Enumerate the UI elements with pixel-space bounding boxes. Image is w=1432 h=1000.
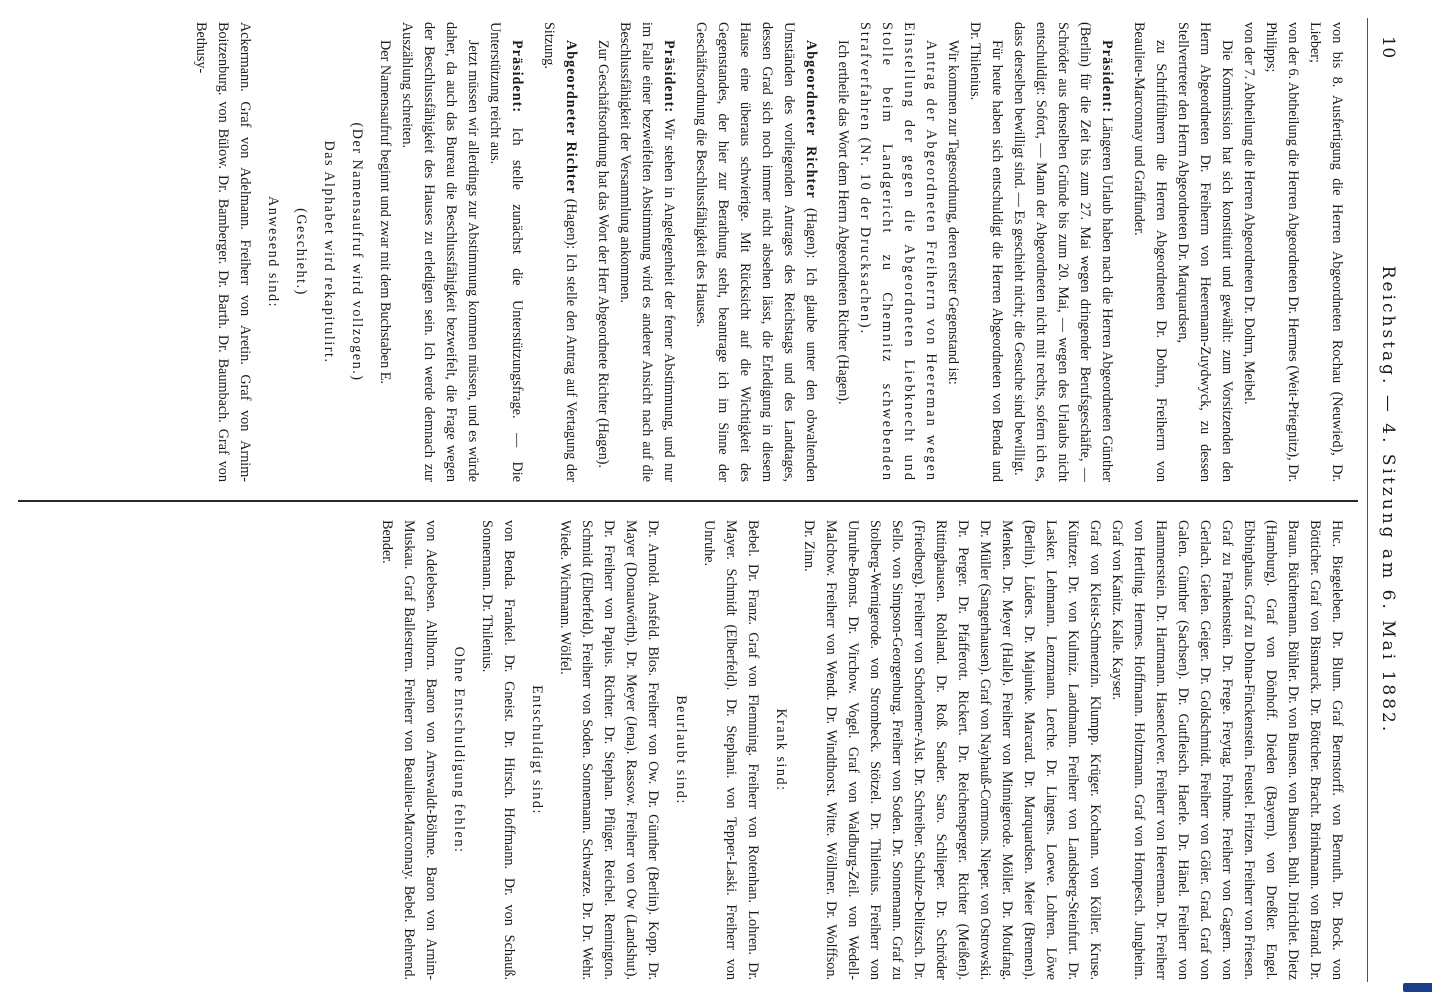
paragraph-text: (Hagen): Ich glaube unter den obwaltenden Umständen des vorliegenden Antrages des Reichstags und des Landtages, dessen Grad sich noch immer nicht absehen lässt, die Erledigung in diesem Hause eine überaus schwierige. Mit Rücksicht auf die Wichtigkeit des Gegenstandes, der hier zur Berathung steht, beantrage ich im Sinne der Geschäftsordnung die Beschlussfähigkeit des Hauses. <box>693 22 819 482</box>
paragraph-text: Beurlaubt sind: <box>673 695 689 805</box>
page-number: 10 <box>1378 36 1398 59</box>
paragraph-text: Antrag der Abgeordneten Freiherrn von Heereman wegen Einstellung der gegen die Abgeordneten Liebknecht und Stolle beim Landgericht zu Chemnitz schwebenden Strafverfahren (Nr. 10 der Drucksachen). <box>857 22 939 482</box>
paragraph <box>690 22 822 482</box>
paragraph-text: Anwesend sind: <box>265 195 281 309</box>
section-heading <box>670 520 692 980</box>
paragraph-text: Wir stehen in Angelegenheit der ferner Abstimmung, und nur im Falle einer bezweifelten Abstimmung wird es anderer Ansicht nach auf die Beschlussfähigkeit der Versammlung ankommen. <box>617 22 677 483</box>
right-column <box>376 520 1348 980</box>
section-heading <box>346 22 368 482</box>
left-column <box>190 22 1348 482</box>
paragraph-text: Entschuldigt sind: <box>529 685 545 815</box>
paragraph-text: Jetzt müssen wir allerdings zur Abstimmung kommen müssen, und es würde daher, da auch das Bureau die Beschlussfähigkeit bezweifelt, die Frage wegen der Beschlussfähigkeit des Hauses zu erledigen sein. Ich werde demnach zur Auszählung schreiten. <box>399 22 481 482</box>
funding-note <box>1405 0 1425 1000</box>
paragraph-text: zu Schriftführern die Herren Abgeordneten Dr. Dohrn, Freiherrn von Beaulieu-Marconnay und Graffunder. <box>1131 22 1169 482</box>
paragraph-text: Zur Geschäftsordnung hat das Wort der Herr Abgeordnete Richter (Hagen). <box>595 40 611 469</box>
paragraph-text: Wir kommen zur Tagesordnung, deren erster Gegenstand ist: <box>945 40 961 385</box>
section-heading <box>770 520 792 980</box>
paragraph-text: Bebel. Dr. Franz. Graf von Flemming. Freiherr von Rotenhan. Lohren. Dr. Mayer. Schmidt (Elberfeld). Dr. Stephani. von Tepper-Laski. Freiherr von Unruhe. <box>701 520 761 980</box>
paragraph-text: Ich stelle zunächst die Unterstützungsfrage. — Die Unterstützung reicht aus. <box>487 22 525 483</box>
paragraph <box>1238 22 1260 482</box>
paragraph-text: von bis 8. Ausfertigung die Herren Abgeordneten Rochau (Neuwied), Dr. Lieber; <box>1307 22 1345 482</box>
running-head: Reichstag. — 4. Sitzung am 6. Mai 1882. <box>1378 265 1398 735</box>
paragraph-text: (Hagen): Ich stelle den Antrag auf Vertagung der Sitzung. <box>541 22 579 483</box>
paragraph-spacer <box>528 22 538 482</box>
dfg-logo <box>1403 983 1432 992</box>
paragraph-text: Dr. Arnold. Ansfeld. Blos. Freiherr von Ow. Dr. Günther (Berlin). Kopp. Dr. Mayer (Donauwörth). Dr. Meyer (Jena). Rassow. Freiherr von Ow (Landshut). Dr. Freiherr von Papius. Richter. Dr. Stephan. Pflüger. Reichel. Remington. Schmidt (Elberfeld). Freiherr von Soden. Sonnemann. Schwarze. Dr. Dr. Wehr. Wiede. Wichmann. Wölfel. <box>557 520 661 980</box>
paragraph-text: von der 6. Abtheilung die Herren Abgeordneten Dr. Hermes (Weit-Priegnitz), Dr. Philipps; <box>1263 22 1301 482</box>
paragraph-text: Krank sind: <box>773 708 789 792</box>
paragraph-text: Die Kommission hat sich konstituirt und gewählt: zum Vorsitzenden den Herrn Abgeordneten Dr. Freiherrn von Heeremann-Zuydwyck, zu dessen Stellvertreter den Herrn Abgeordneten Dr. Marquardsen, <box>1175 22 1235 482</box>
paragraph-text: Huc. Biegeleben. Dr. Blum. Graf Bernstorff. von Bernuth. Dr. Bock. von Bötticher. Graf von Bismarck. Dr. Böttcher. Bracht. Brinkmann. von Brand. Dr. Braun. Büchtemann. Bühler. Dr. von Bunsen. von Bunsen. Buhl. Dirichlet. Dietz (Hamburg). Graf von Dönhoff. Dieden (Bayern). von Dreßler. Engel. Ebbinghaus. Graf zu Dohna-Finckenstein. Feustel. Fritzen. Freiherr von Friesen. Graf zu Frankenstein. Dr. Frege. Freytag. Frohme. Freiherr von Gagern. von Gerlach. Gielen. Geiger. Dr. Goldschmidt. Freiherr von Göler. Grad. Graf von Galen. Günther (Sachsen). Dr. Gutfleisch. Haerle. Dr. Hänel. Freiherr von Hammerstein. Dr. Hartmann. Hasenclever. Freiherr von Heereman. Dr. Freiherr von Hertling. Hermes. Hoffmann. Holtzmann. Graf von Hompesch. Jungheim. Graf von Kanitz. Kalle. Kayser. <box>1109 520 1345 980</box>
speaker-label: Präsident: <box>661 40 677 114</box>
paragraph <box>1260 22 1304 482</box>
paragraph <box>614 22 680 482</box>
paragraph <box>554 520 664 980</box>
paragraph-text: (Der Namensaufruf wird vollzogen.) <box>349 122 365 382</box>
section-heading <box>526 520 548 980</box>
paragraph-text: Ackermann. Graf von Adelmann. Freiherr von Aretin. Graf von Arnim-Boitzenburg. von Bülow. Dr. Bamberger. Dr. Barth. Dr. Baumbach. Graf von Bethusy- <box>193 22 253 482</box>
page-header <box>1370 18 1402 982</box>
paragraph <box>592 22 614 482</box>
speaker-label: Präsident: <box>1099 40 1115 114</box>
speaker-label: Abgeordneter Richter <box>803 40 819 199</box>
paragraph-text: Das Alphabet wird rekapitulirt. <box>321 140 337 364</box>
paragraph <box>942 22 964 482</box>
paragraph-text: von der 7. Abtheilung die Herren Abgeordneten Dr. Dohrn, Meibel. <box>1241 22 1257 405</box>
paragraph-spacer <box>1118 22 1128 482</box>
paragraph-text: von Benda. Frankel. Dr. Gneist. Dr. Hirsch. Hoffmann. Dr. von Schauß. Sonnemann. Dr. Thilenius. <box>479 520 517 980</box>
paragraph <box>698 520 764 980</box>
paragraph-spacer <box>582 22 592 482</box>
paragraph-spacer <box>822 22 832 482</box>
paragraph-text: (Geschieht.) <box>293 208 309 296</box>
paragraph <box>484 22 528 482</box>
paragraph <box>964 22 1008 482</box>
paragraph-text: Ohne Entschuldigung fehlen: <box>451 646 467 854</box>
paragraph <box>396 22 484 482</box>
paragraph <box>832 22 854 482</box>
paragraph <box>1304 22 1348 482</box>
paragraph-spacer <box>680 22 690 482</box>
paragraph <box>854 22 942 482</box>
section-heading <box>290 22 312 482</box>
section-heading <box>318 22 340 482</box>
paragraph <box>1128 22 1172 482</box>
paragraph <box>1008 22 1118 482</box>
paragraph <box>1172 22 1238 482</box>
speaker-label: Präsident: <box>509 40 525 114</box>
header-rule <box>1367 18 1368 982</box>
column-divider <box>18 500 1358 502</box>
paragraph-text: von Adelebsen. Ahlhorn. Baron von Arnswaldt-Böhme. Baron von Arnim-Muskau. Graf Ballestrem. Freiherr von Beaulieu-Marconnay. Bebel. Behrend. Bender. <box>379 520 439 980</box>
paragraph <box>1106 520 1348 980</box>
paragraph <box>538 22 582 482</box>
paragraph-text: Ich ertheile das Wort dem Herrn Abgeordneten Richter (Hagen). <box>835 40 851 405</box>
paragraph <box>190 22 256 482</box>
section-heading <box>262 22 284 482</box>
speaker-label: Abgeordneter Richter <box>563 40 579 195</box>
paragraph <box>476 520 520 980</box>
paragraph <box>374 22 396 482</box>
paragraph-text: Der Namensaufruf beginnt und zwar mit dem Buchstaben E. <box>377 40 393 384</box>
paragraph-text: Längeren Urlaub haben nach die Herren Abgeordneten Günther (Berlin) für die Zeit bis zum 27. Mai wegen dringender Berufsgeschäfte, — Schröder aus denselben Gründe bis zum 20. Mai, — wegen des Urlaubs nicht entschuldigt: Sofort, — Mann der Abgeordneten nicht mit rechts, sofern ich es, dass derselben bewilligt sind. — Es geschieht nicht; die Gesuche sind bewilligt. <box>1011 22 1115 483</box>
paragraph-text: Graf von Kleist-Schmenzin. Klumpp. Krüger. Kochann. von Köller. Kruse. Küntzer. Dr. von Kulmiz. Landmann. Freiherr von Landsberg-Steinfurt. Dr. Lasker. Lehmann. Lenzmann. Lerche. Dr. Lingens. Loewe. Lohren. Löwe (Berlin). Lüders. Dr. Majunke. Marcard. Dr. Marquardsen. Meier (Bremen). Menken. Dr. Meyer (Halle). Freiherr von Minnigerode. Möller. Dr. Moufang. Dr. Müller (Sangerhausen). Graf von Nayhauß-Cormons. Nieper. von Ostrowski. Dr. Perger. Dr. Pfafferott. Rickert. Dr. Reichensperger. Richter (Meißen). Rittinghausen. Rohland. Dr. Roß. Sander. Saro. Schlieper. Dr. Schröder (Friedberg). Freiherr von Schorlemer-Alst. Dr. Schreiber. Schulze-Delitzsch. Dr. Sello. von Simpson-Georgenburg. Freiherr von Soden. Dr. Sonnemann. Graf zu Stolberg-Wernigerode. von Strombeck. Stötzel. Dr. Thilenius. Freiherr von Unruhe-Bomst. Dr. Virchow. Vogel. Graf von Waldburg-Zeil. von Wedell-Malchow. Freiherr von Wendt. Dr. Windthorst. Witte. Wöllmer. Dr. Wolffson. Dr. Zinn. <box>801 520 1103 980</box>
paragraph-text: Für heute haben sich entschuldigt die Herren Abgeordneten von Benda und Dr. Thilenius. <box>967 22 1005 482</box>
paragraph <box>376 520 442 980</box>
section-heading <box>448 520 470 980</box>
paragraph <box>798 520 1106 980</box>
